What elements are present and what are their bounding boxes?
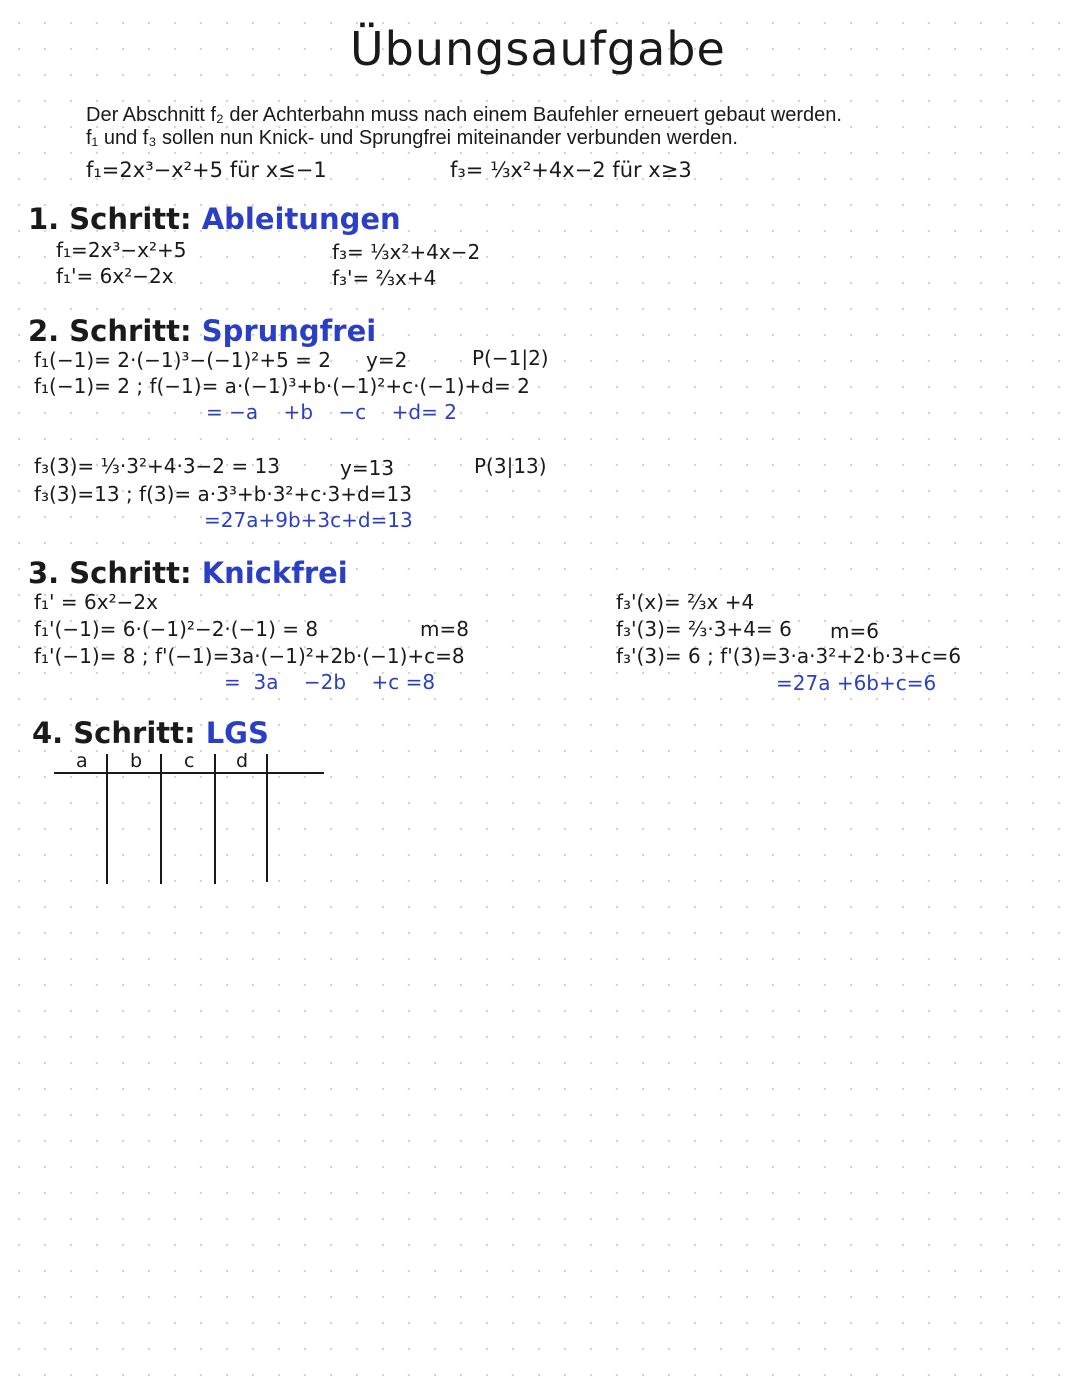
step1-label: 1. Schritt:	[28, 202, 192, 236]
step4-label: 4. Schritt:	[32, 716, 196, 750]
step3-line-4: = 3a −2b +c =8	[224, 670, 436, 694]
step2-line-3: = −a +b −c +d= 2	[206, 400, 457, 424]
step3-line-1: f₁' = 6x²−2x	[34, 590, 158, 614]
step1-heading	[28, 202, 401, 236]
lgs-header-line	[54, 772, 324, 774]
step3-right-line-2: f₃'(3)= ⅔·3+4= 6	[616, 617, 792, 641]
intro-line-1: Der Abschnitt f₂ der Achterbahn muss nach einem Baufehler erneuert gebaut werden.	[86, 104, 842, 126]
step3-slope-1: m=8	[420, 617, 469, 641]
step3-heading	[28, 556, 348, 590]
step1-topic: Ableitungen	[201, 202, 401, 236]
lgs-divider-2	[160, 754, 162, 884]
step2-topic: Sprungfrei	[201, 314, 377, 348]
step2-y-value-1: y=2	[366, 348, 408, 372]
step2-point-1: P(−1|2)	[472, 346, 549, 370]
step2-heading	[28, 314, 376, 348]
step1-f3: f₃= ⅓x²+4x−2	[332, 240, 481, 264]
step3-slope-2: m=6	[830, 619, 879, 643]
step3-label: 3. Schritt:	[28, 556, 192, 590]
step2-line-2: f₁(−1)= 2 ; f(−1)= a·(−1)³+b·(−1)²+c·(−1)+d= 2	[34, 374, 530, 398]
step2-point-2: P(3|13)	[474, 454, 547, 478]
lgs-col-d: d	[236, 750, 249, 772]
lgs-divider-3	[214, 754, 216, 884]
intro-f3: f₃= ⅓x²+4x−2 für x≥3	[450, 158, 692, 182]
step2-y-value-2: y=13	[340, 456, 395, 480]
step1-f1-derivative: f₁'= 6x²−2x	[56, 264, 174, 288]
step3-right-line-3: f₃'(3)= 6 ; f'(3)=3·a·3²+2·b·3+c=6	[616, 644, 962, 668]
step4-heading	[32, 716, 269, 750]
step3-right-line-1: f₃'(x)= ⅔x +4	[616, 590, 755, 614]
lgs-col-a: a	[76, 750, 88, 772]
step1-f1: f₁=2x³−x²+5	[56, 238, 187, 262]
lgs-divider-4	[266, 754, 268, 882]
step3-right-line-4: =27a +6b+c=6	[776, 671, 937, 695]
intro-line-2: f₁ und f₃ sollen nun Knick- und Sprungfrei miteinander verbunden werden.	[86, 127, 738, 149]
step3-topic: Knickfrei	[201, 556, 348, 590]
step2-line-5: f₃(3)=13 ; f(3)= a·3³+b·3²+c·3+d=13	[34, 482, 412, 506]
step2-line-1: f₁(−1)= 2·(−1)³−(−1)²+5 = 2	[34, 348, 331, 372]
step4-topic: LGS	[205, 716, 269, 750]
lgs-col-b: b	[130, 750, 143, 772]
lgs-col-c: c	[184, 750, 195, 772]
lgs-divider-1	[106, 754, 108, 884]
step1-f3-derivative: f₃'= ⅔x+4	[332, 266, 437, 290]
step2-line-6: =27a+9b+3c+d=13	[204, 508, 413, 532]
intro-f1: f₁=2x³−x²+5 für x≤−1	[86, 158, 327, 182]
step3-line-2: f₁'(−1)= 6·(−1)²−2·(−1) = 8	[34, 617, 319, 641]
step2-label: 2. Schritt:	[28, 314, 192, 348]
step3-line-3: f₁'(−1)= 8 ; f'(−1)=3a·(−1)²+2b·(−1)+c=8	[34, 644, 465, 668]
page-title: Übungsaufgabe	[350, 22, 726, 76]
step2-line-4: f₃(3)= ⅓·3²+4·3−2 = 13	[34, 454, 280, 478]
